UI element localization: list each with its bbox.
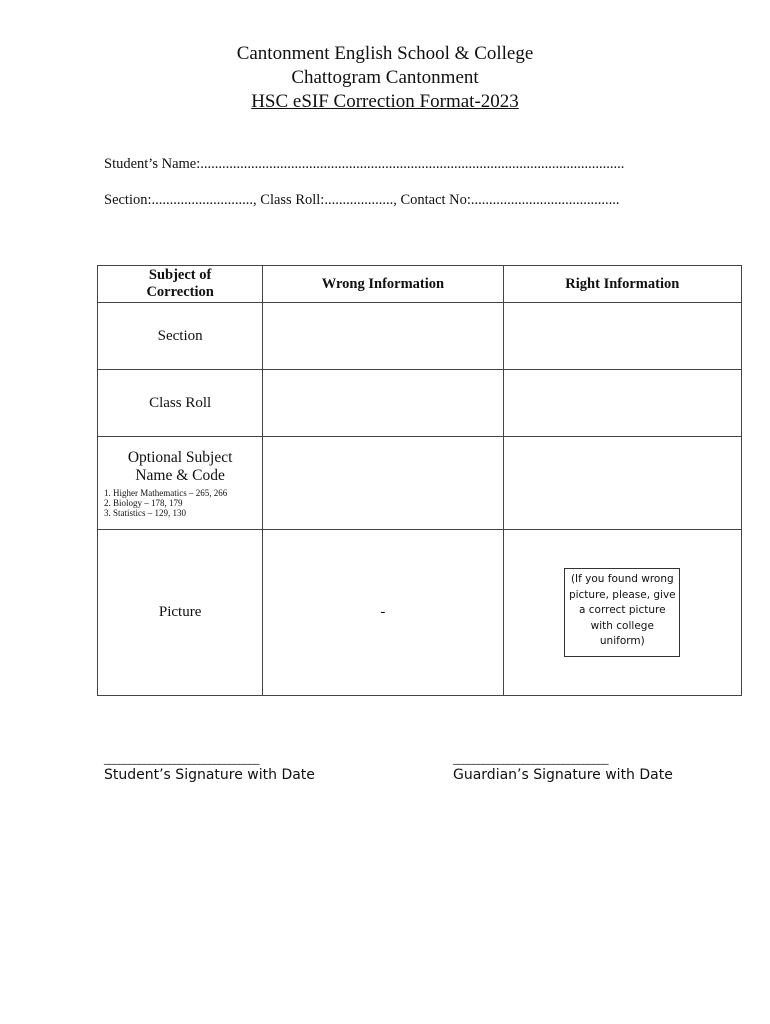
section-label: Section [98,303,263,370]
guardian-signature-label: Guardian’s Signature with Date [453,767,673,783]
optional-subject-title-line1: Optional Subject [127,448,233,466]
student-name-line[interactable]: Student’s Name:..................................................................................................................... [104,156,625,172]
form-title: HSC eSIF Correction Format-2023 [251,91,519,112]
table-row [98,303,742,370]
subject-header-line2: Correction [146,284,214,300]
table-row [98,530,742,696]
correction-table [97,265,742,696]
document-header [0,42,770,114]
student-signature-block [104,752,344,783]
picture-right-cell[interactable] [503,530,741,696]
optional-subject-wrong-cell[interactable] [263,437,503,530]
class-roll-wrong-cell[interactable] [263,370,503,437]
class-roll-label: Class Roll [98,370,263,437]
class-roll-right-cell[interactable] [503,370,741,437]
optional-subject-title-line2: Name & Code [135,466,225,484]
optional-subject-right-cell[interactable] [503,437,741,530]
school-name: Cantonment English School & College [236,43,534,64]
picture-label: Picture [98,530,263,696]
student-signature-label: Student’s Signature with Date [104,767,315,783]
picture-note-box: (If you found wrong picture, please, give a correct picture with college uniform) [564,568,680,657]
subject-header [98,266,263,303]
section-wrong-cell[interactable] [263,303,503,370]
section-roll-contact-line[interactable]: Section:............................, Class Roll:..................., Contact No:......................................... [104,192,620,208]
optional-note-3: 3. Statistics – 129, 130 [104,507,187,518]
optional-note-2: 2. Biology – 178, 179 [104,497,183,508]
table-row [98,370,742,437]
guardian-signature-block [453,752,693,783]
section-right-cell[interactable] [503,303,741,370]
optional-note-1: 1. Higher Mathematics – 265, 266 [104,487,228,498]
optional-subject-notes [98,488,262,518]
picture-wrong-cell: - [263,530,503,696]
optional-subject-label [98,437,263,530]
wrong-info-header: Wrong Information [263,266,503,303]
table-row [98,437,742,530]
table-header-row [98,266,742,303]
subject-header-line1: Subject of [148,267,212,283]
right-info-header: Right Information [503,266,741,303]
guardian-signature-line[interactable]: _______________________________ [453,752,608,765]
school-location: Chattogram Cantonment [291,67,479,88]
student-signature-line[interactable]: _______________________________ [104,752,259,765]
